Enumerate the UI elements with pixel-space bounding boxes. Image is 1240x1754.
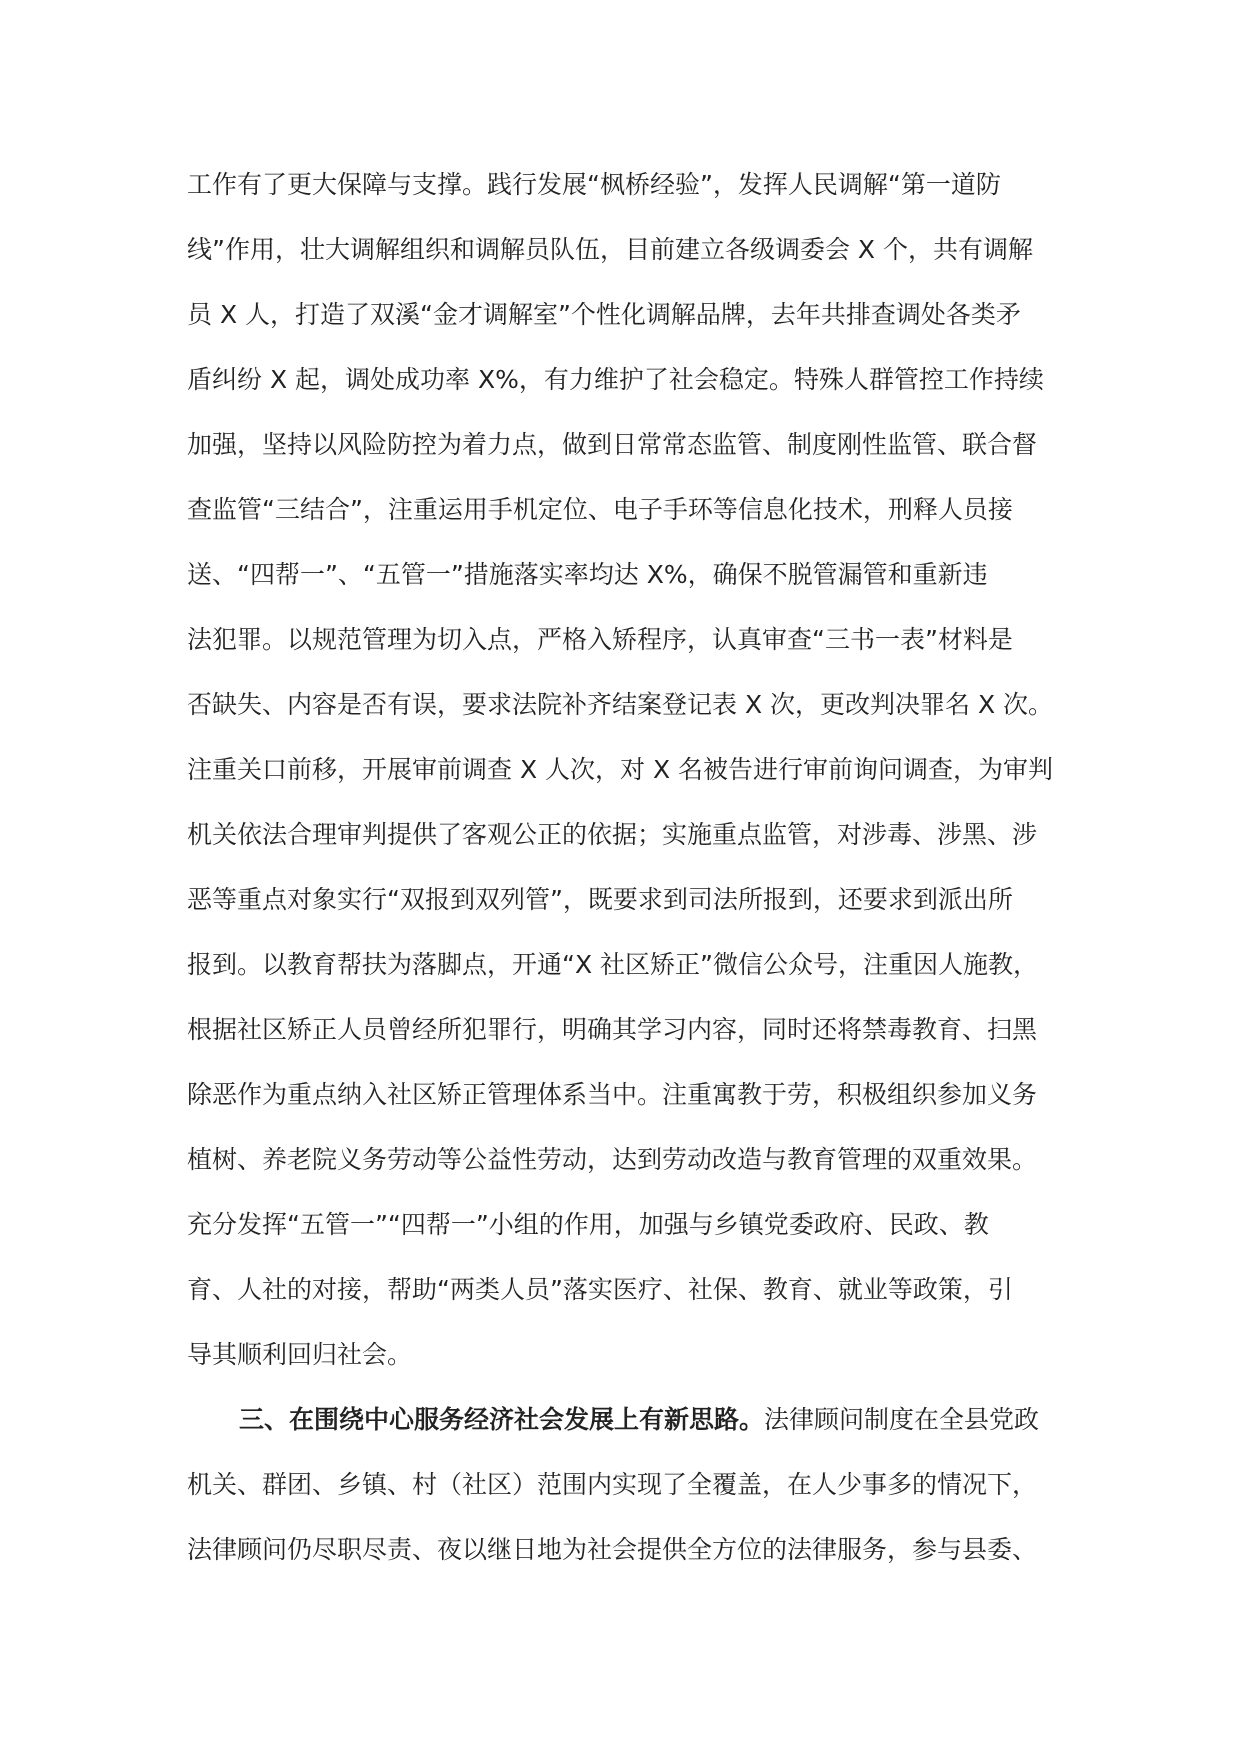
text-line: 育、人社的对接，帮助“两类人员”落实医疗、社保、教育、就业等政策，引 xyxy=(187,1275,1013,1304)
text-line: 送、“四帮一”、“五管一”措施落实率均达 X%，确保不脱管漏管和重新违 xyxy=(187,560,988,589)
text-line: 员 X 人，打造了双溪“金才调解室”个性化调解品牌，去年共排查调处各类矛 xyxy=(187,300,1021,329)
text-line: 除恶作为重点纳入社区矫正管理体系当中。注重寓教于劳，积极组织参加义务 xyxy=(187,1080,1038,1109)
text-line: 否缺失、内容是否有误，要求法院补齐结案登记表 X 次，更改判决罪名 X 次。 xyxy=(187,690,1054,719)
text-line: 报到。以教育帮扶为落脚点，开通“X 社区矫正”微信公众号，注重因人施教， xyxy=(187,950,1038,979)
text-line: 充分发挥“五管一”“四帮一”小组的作用，加强与乡镇党委政府、民政、教 xyxy=(187,1210,989,1239)
text-line: 加强，坚持以风险防控为着力点，做到日常常态监管、制度刚性监管、联合督 xyxy=(187,430,1038,459)
text-line: 注重关口前移，开展审前调查 X 人次，对 X 名被告进行审前询问调查，为审判 xyxy=(187,755,1054,784)
text-line: 线”作用，壮大调解组织和调解员队伍，目前建立各级调委会 X 个，共有调解 xyxy=(187,235,1033,264)
section-heading-continuation: 法律顾问制度在全县党政 xyxy=(764,1405,1040,1434)
text-line: 导其顺利回归社会。 xyxy=(187,1340,413,1369)
text-line: 盾纠纷 X 起，调处成功率 X%，有力维护了社会稳定。特殊人群管控工作持续 xyxy=(187,365,1044,394)
text-line: 机关、群团、乡镇、村（社区）范围内实现了全覆盖，在人少事多的情况下， xyxy=(187,1470,1038,1499)
text-line: 机关依法合理审判提供了客观公正的依据；实施重点监管，对涉毒、涉黑、涉 xyxy=(187,820,1038,849)
body-text xyxy=(187,170,1067,1600)
text-line: 植树、养老院义务劳动等公益性劳动，达到劳动改造与教育管理的双重效果。 xyxy=(187,1145,1038,1174)
text-line: 工作有了更大保障与支撑。践行发展“枫桥经验”，发挥人民调解“第一道防 xyxy=(187,170,1001,199)
paragraph-1 xyxy=(187,170,1067,1405)
text-line: 恶等重点对象实行“双报到双列管”，既要求到司法所报到，还要求到派出所 xyxy=(187,885,1013,914)
text-line: 根据社区矫正人员曾经所犯罪行，明确其学习内容，同时还将禁毒教育、扫黑 xyxy=(187,1015,1038,1044)
text-line: 法犯罪。以规范管理为切入点，严格入矫程序，认真审查“三书一表”材料是 xyxy=(187,625,1013,654)
paragraph-2 xyxy=(187,1405,1067,1600)
section-heading: 三、在围绕中心服务经济社会发展上有新思路。 xyxy=(239,1405,765,1434)
text-line xyxy=(187,1405,1067,1470)
text-line: 法律顾问仍尽职尽责、夜以继日地为社会提供全方位的法律服务，参与县委、 xyxy=(187,1535,1038,1564)
text-line: 查监管“三结合”，注重运用手机定位、电子手环等信息化技术，刑释人员接 xyxy=(187,495,1013,524)
